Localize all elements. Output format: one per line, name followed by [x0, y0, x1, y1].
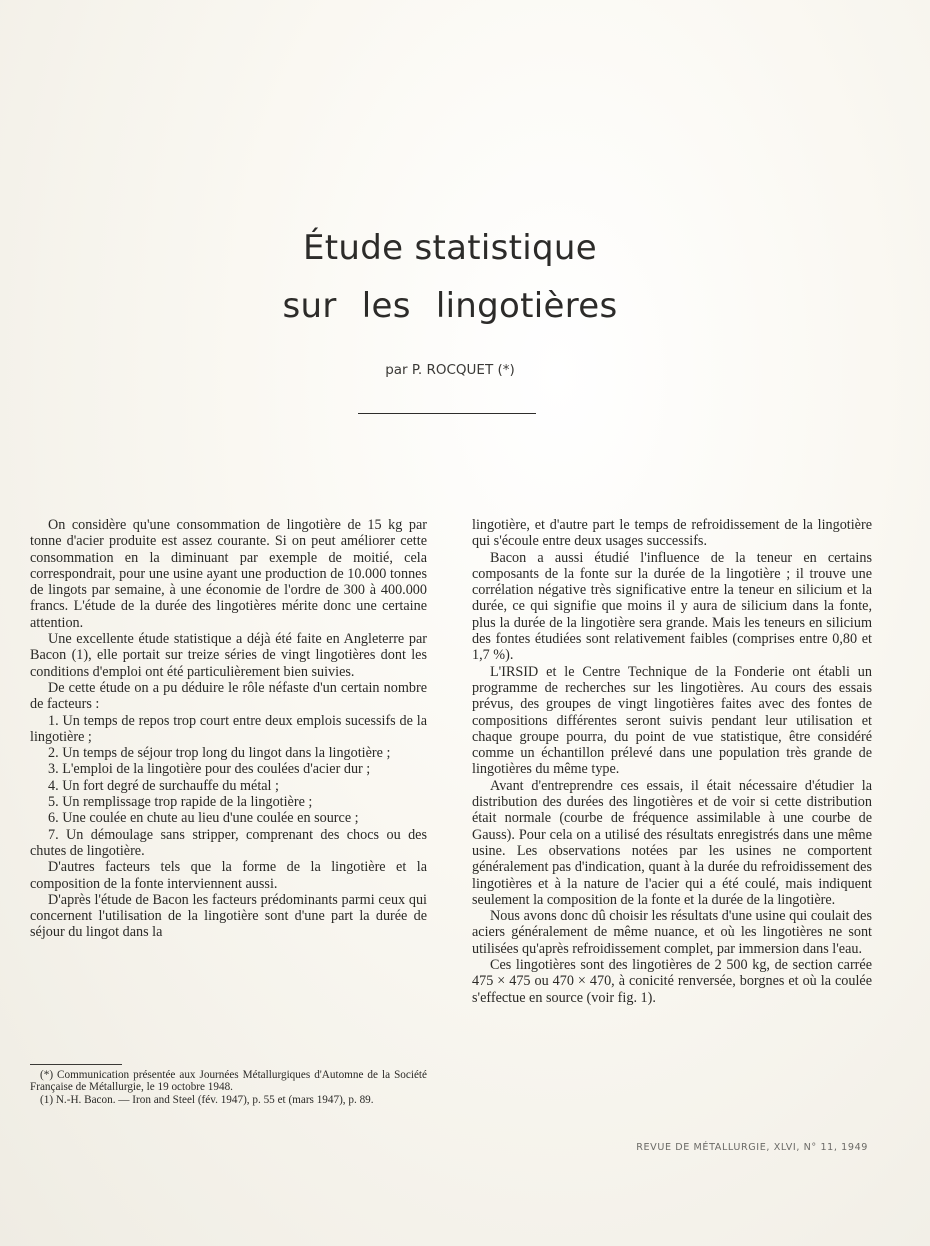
paragraph: D'après l'étude de Bacon les facteurs prédominants parmi ceux qui concernent l'utilisation de la lingotière sont d'une part la durée de séjour du lingot dans la: [30, 891, 427, 941]
footnote-divider: [30, 1064, 122, 1065]
list-item: 1. Un temps de repos trop court entre deux emplois sucessifs de la lingotière ;: [30, 712, 427, 745]
footnote: (*) Communication présentée aux Journées Métallurgiques d'Automne de la Société Française de Métallurgie, le 19 octobre 1948.: [30, 1069, 427, 1094]
list-item: 7. Un démoulage sans stripper, comprenant des chocs ou des chutes de lingotière.: [30, 826, 427, 859]
list-item: 5. Un remplissage trop rapide de la lingotière ;: [48, 794, 313, 811]
journal-footer: REVUE DE MÉTALLURGIE, XLVI, N° 11, 1949: [636, 1142, 868, 1153]
paragraph: lingotière, et d'autre part le temps de refroidissement de la lingotière qui s'écoule entre deux usages successifs.: [472, 517, 872, 550]
list-item: 3. L'emploi de la lingotière pour des coulées d'acier dur ;: [48, 761, 371, 778]
paragraph: D'autres facteurs tels que la forme de la lingotière et la composition de la fonte interviennent aussi.: [30, 859, 427, 892]
paragraph: Nous avons donc dû choisir les résultats d'une usine qui coulait des aciers généralement de même nuance, et où les lingotières ne sont utilisées qu'après refroidissement complet, par immersion dans l'eau.: [472, 908, 872, 957]
title-divider: [358, 413, 536, 414]
paragraph: Ces lingotières sont des lingotières de 2 500 kg, de section carrée 475 × 475 ou 470 × 470, à conicité renversée, borgnes et où la coulée s'effectue en source (voir fig. 1).: [472, 957, 872, 1006]
article-title-line-2: sur les lingotières: [282, 286, 618, 326]
list-item: 6. Une coulée en chute au lieu d'une coulée en source ;: [48, 810, 359, 827]
paragraph: On considère qu'une consommation de lingotière de 15 kg par tonne d'acier produite est assez courante. Si on peut améliorer cette consommation en la diminuant par exemple de moitié, cela correspondrait, pour une usine ayant une production de 10.000 tonnes de lingots par semaine, à une économie de l'ordre de 300 à 400.000 francs. L'étude de la durée des lingotières mérite donc une certaine attention.: [30, 517, 427, 631]
paragraph: Bacon a aussi étudié l'influence de la teneur en certains composants de la fonte sur la durée de la lingotière ; il trouve une corrélation négative très significative entre la teneur en silicium et la durée, ce qui signifie que moins il y aura de silicium dans la fonte, plus la durée de la lingotière sera grande. Mais les teneurs en silicium des fontes étudiées sont relativement faibles (comprises entre 0,80 et 1,7 %).: [472, 549, 872, 664]
author-byline: par P. ROCQUET (*): [385, 362, 515, 378]
right-column: [472, 517, 872, 1006]
paragraph: De cette étude on a pu déduire le rôle néfaste d'un certain nombre de facteurs :: [30, 679, 427, 713]
footnote: (1) N.-H. Bacon. — Iron and Steel (fév. 1947), p. 55 et (mars 1947), p. 89.: [40, 1093, 374, 1106]
article-title-line-1: Étude statistique: [303, 228, 597, 268]
paragraph: L'IRSID et le Centre Technique de la Fonderie ont établi un programme de recherches sur les lingotières. Au cours des essais prévus, des groupes de vingt lingotières faites avec des fontes de compositions différentes seront suivis pendant leur utilisation et chaque groupe pourra, du point de vue statistique, être considéré comme un échantillon prélevé dans une population très grande de lingotières du même type.: [472, 663, 872, 778]
paragraph: Une excellente étude statistique a déjà été faite en Angleterre par Bacon (1), elle portait sur treize séries de vingt lingotières dont les conditions d'emploi ont été particulièrement bien suivies.: [30, 631, 427, 680]
list-item: 4. Un fort degré de surchauffe du métal ;: [48, 777, 279, 794]
left-column: [30, 517, 427, 941]
paragraph: Avant d'entreprendre ces essais, il était nécessaire d'étudier la distribution des durées des lingotières et de voir si cette distribution était normale (courbe de fréquence assimilable à une courbe de Gauss). Pour cela on a utilisé des résultats enregistrés dans une même usine. Les observations notées par les usines ne comportent généralement pas d'indication, quant à la durée du refroidissement des lingotières et à la nature de l'acier qui a été coulé, mais indiquent seulement la composition de la fonte et la durée de la lingotière.: [472, 777, 872, 908]
footnotes: [30, 1069, 427, 1106]
list-item: 2. Un temps de séjour trop long du lingot dans la lingotière ;: [48, 745, 391, 762]
